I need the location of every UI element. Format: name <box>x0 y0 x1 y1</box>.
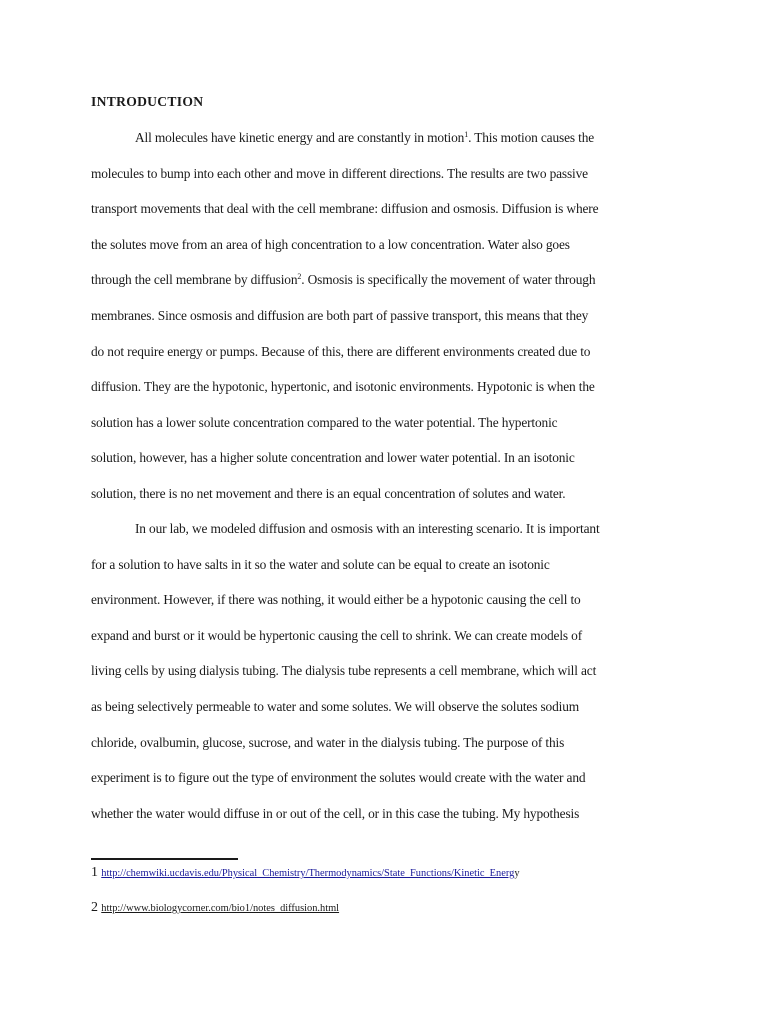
paragraph-line: do not require energy or pumps. Because of this, there are different environments created due to <box>91 343 591 359</box>
paragraph-line: through the cell membrane by diffusion$^2$. Osmosis is specifically the movement of water through <box>91 272 596 288</box>
paragraph-line: environment. However, if there was nothing, it would either be a hypotonic causing the cell to <box>91 592 581 608</box>
footnote-number: 2 <box>91 900 98 915</box>
paragraph-line: In our lab, we modeled diffusion and osmosis with an interesting scenario. It is important <box>135 521 600 536</box>
footnote-link[interactable]: http://chemwiki.ucdavis.edu/Physical_Chemistry/Thermodynamics/State_Functions/Kinetic_Energ <box>101 868 515 879</box>
paragraph-line: molecules to bump into each other and move in different directions. The results are two passive <box>91 165 588 181</box>
paragraph-line: diffusion. They are the hypotonic, hypertonic, and isotonic environments. Hypotonic is when the <box>91 379 595 395</box>
paragraph-line: solution, there is no net movement and there is an equal concentration of solutes and water. <box>91 485 566 501</box>
footnote-link-trailing: y <box>514 868 520 879</box>
paragraph-line: whether the water would diffuse in or out of the cell, or in this case the tubing. My hypothesis <box>91 805 580 821</box>
footnote-1 <box>91 864 520 882</box>
paragraph-line: as being selectively permeable to water and some solutes. We will observe the solutes sodium <box>91 698 580 714</box>
paragraph-line: solution has a lower solute concentration compared to the water potential. The hypertonic <box>91 414 558 430</box>
paragraph-line: living cells by using dialysis tubing. The dialysis tube represents a cell membrane, which will act <box>91 663 597 679</box>
footnote-ref-2[interactable]: 2 <box>297 272 302 282</box>
paragraph-1 <box>91 120 693 512</box>
paragraph-line: expand and burst or it would be hypertonic causing the cell to shrink. We can create models of <box>91 627 583 643</box>
paragraph-line: experiment is to figure out the type of environment the solutes would create with the water and <box>91 770 586 786</box>
paragraph-line: for a solution to have salts in it so the water and solute can be equal to create an isotonic <box>91 556 550 572</box>
footnote-separator <box>91 858 238 860</box>
section-heading: INTRODUCTION <box>91 94 204 109</box>
footnote-ref-1[interactable]: 1 <box>464 130 469 139</box>
paragraph-line: membranes. Since osmosis and diffusion are both part of passive transport, this means that they <box>91 307 589 323</box>
paragraph-line: transport movements that deal with the cell membrane: diffusion and osmosis. Diffusion is where <box>91 201 599 217</box>
paragraph-line: the solutes move from an area of high concentration to a low concentration. Water also goes <box>91 236 570 252</box>
paragraph-2 <box>91 511 693 831</box>
paragraph-line: All molecules have kinetic energy and are constantly in motion$^1$. This motion causes the <box>135 130 595 145</box>
paragraph-line: chloride, ovalbumin, glucose, sucrose, and water in the dialysis tubing. The purpose of this <box>91 734 565 750</box>
footnote-number: 1 <box>91 865 98 880</box>
footnote-link[interactable]: http://www.biologycorner.com/bio1/notes_diffusion.html <box>101 903 340 914</box>
paragraph-line: solution, however, has a higher solute concentration and lower water potential. In an isotonic <box>91 450 575 466</box>
footnote-2 <box>91 899 339 917</box>
